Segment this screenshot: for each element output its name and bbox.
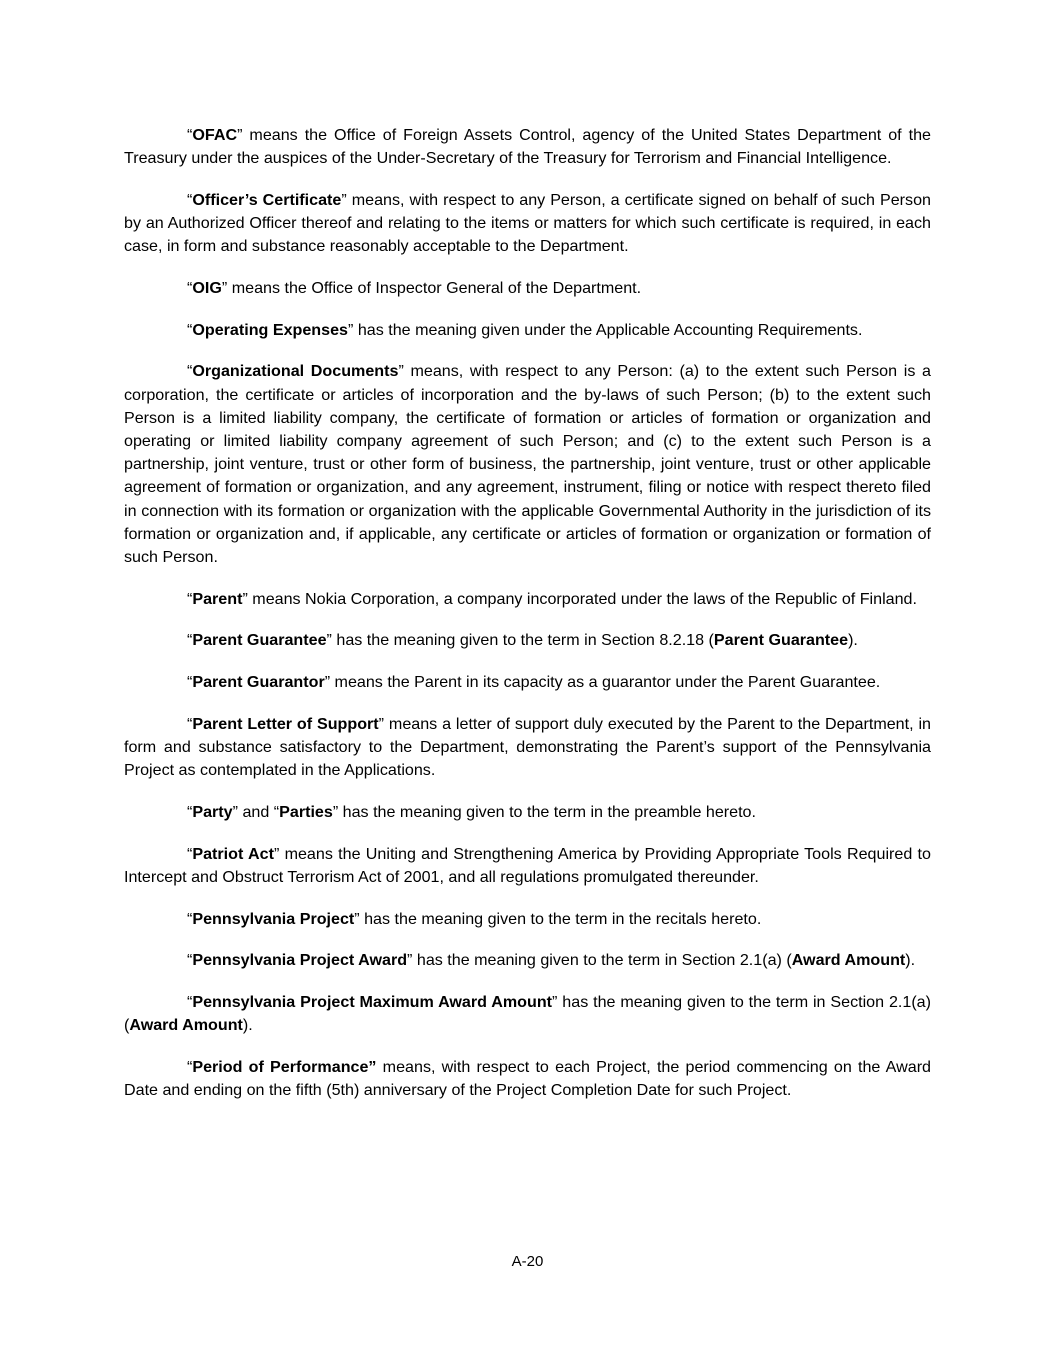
definition-text: ). bbox=[242, 1016, 253, 1035]
definition-text: ” and “ bbox=[232, 802, 280, 821]
definition-text: ” means the Uniting and Strengthening America by Providing Appropriate Tools Required to Intercept and Obstruct Terrorism Act of 2001, and all regulations promulgated thereunder. bbox=[124, 844, 931, 886]
definition-paragraph bbox=[124, 908, 931, 931]
definition-paragraph bbox=[124, 189, 931, 259]
defined-term: OFAC bbox=[192, 126, 238, 144]
definition-text: ). bbox=[848, 631, 858, 650]
defined-term: Award Amount bbox=[129, 1016, 243, 1035]
definition-text: ” has the meaning given to the term in the recitals hereto. bbox=[354, 909, 762, 928]
definition-paragraph bbox=[124, 277, 931, 300]
definition-text: ). bbox=[905, 951, 916, 970]
defined-term: Operating Expenses bbox=[192, 320, 348, 339]
definition-paragraph bbox=[124, 671, 931, 694]
definition-text: ” means the Parent in its capacity as a guarantor under the Parent Guarantee. bbox=[324, 673, 881, 692]
definition-text: ” means Nokia Corporation, a company incorporated under the laws of the Republic of Finland. bbox=[242, 589, 917, 608]
definition-text: means, with respect to each Project, the period commencing on the Award Date and ending on the fifth (5th) anniversary of the Project Completion Date for such Project. bbox=[124, 1057, 932, 1100]
defined-term: Parent bbox=[192, 589, 243, 608]
definition-text: “ bbox=[187, 320, 193, 339]
page-number: A-20 bbox=[511, 1253, 544, 1270]
defined-term: Pennsylvania Project Maximum Award Amount bbox=[192, 992, 553, 1011]
definition-text: “ bbox=[187, 1057, 193, 1076]
definition-text: ” means the Office of Inspector General of the Department. bbox=[221, 279, 642, 298]
definition-text: ” means the Office of Foreign Assets Control, agency of the United States Department of the Treasury under the auspices of the Under-Secretary of the Treasury for Terrorism and Financial Intelligence. bbox=[124, 126, 931, 168]
defined-term: Parent Guarantor bbox=[192, 673, 325, 692]
defined-term: Party bbox=[192, 802, 233, 821]
defined-term: OIG bbox=[192, 279, 222, 298]
definition-text: “ bbox=[187, 362, 193, 381]
definition-text: “ bbox=[187, 992, 193, 1011]
defined-term: Patriot Act bbox=[192, 844, 274, 863]
definition-text: ” has the meaning given to the term in Section 2.1(a) ( bbox=[124, 992, 931, 1035]
defined-term: Parent Letter of Support bbox=[192, 714, 379, 733]
defined-term: Pennsylvania Project bbox=[192, 909, 355, 928]
definition-paragraph bbox=[124, 949, 931, 972]
definition-text: ” means, with respect to any Person: (a) to the extent such Person is a corporation, the certificate or articles of incorporation and the by-laws of such Person; (b) to the extent such Person is a limited liability company, the certificate of formation or articles of formation or organization and operating or limited liability company agreement of such Person; and (c) to the extent such Person is a partnership, joint venture, trust or other form of business, the partnership, joint venture, trust or other applicable agreement of formation or organization, and any agreement, instrument, filing or notice with respect thereto filed in connection with its formation or organization with the applicable Governmental Authority in the jurisdiction of its formation or organization and, if applicable, any certificate or articles of formation or organization or formation of such Person. bbox=[124, 362, 931, 567]
definition-paragraph bbox=[124, 629, 931, 652]
defined-term: Parties bbox=[279, 802, 333, 821]
definition-paragraph bbox=[124, 843, 931, 889]
definition-text: “ bbox=[187, 190, 193, 209]
definition-text: ” means a letter of support duly executed by the Parent to the Department, in form and substance satisfactory to the Department, demonstrating the Parent’s support of the Pennsylvania Project as contemplated in the Applications. bbox=[124, 714, 931, 780]
definition-text: “ bbox=[187, 802, 193, 821]
definition-paragraph bbox=[124, 588, 931, 611]
definition-paragraph bbox=[124, 713, 931, 783]
definition-text: “ bbox=[187, 714, 193, 733]
definition-text: ” has the meaning given under the Applicable Accounting Requirements. bbox=[348, 320, 863, 339]
definitions-list bbox=[124, 124, 931, 1102]
defined-term: Period of Performance” bbox=[192, 1057, 377, 1076]
definition-text: “ bbox=[187, 673, 193, 692]
defined-term: Parent Guarantee bbox=[192, 631, 327, 650]
definition-text: “ bbox=[187, 909, 193, 928]
definition-text: ” has the meaning given to the term in Section 8.2.18 ( bbox=[326, 631, 714, 650]
definition-text: “ bbox=[187, 279, 193, 298]
definition-text: ” has the meaning given to the term in the preamble hereto. bbox=[332, 802, 756, 821]
definition-paragraph bbox=[124, 1056, 931, 1102]
definition-paragraph bbox=[124, 124, 931, 170]
definition-paragraph bbox=[124, 991, 931, 1037]
definition-text: “ bbox=[187, 844, 193, 863]
definition-text: “ bbox=[187, 951, 193, 970]
defined-term: Parent Guarantee bbox=[713, 631, 849, 650]
definition-text: ” means, with respect to any Person, a certificate signed on behalf of such Person by an Authorized Officer thereof and relating to the items or matters for which such certificate is required, in each case, in form and substance reasonably acceptable to the Department. bbox=[124, 190, 931, 256]
definition-text: “ bbox=[187, 631, 193, 650]
document-page bbox=[124, 124, 931, 1121]
definition-text: ” has the meaning given to the term in Section 2.1(a) ( bbox=[407, 951, 792, 970]
definition-text: “ bbox=[187, 589, 193, 608]
defined-term: Pennsylvania Project Award bbox=[192, 951, 408, 970]
defined-term: Organizational Documents bbox=[192, 362, 399, 381]
defined-term: Officer’s Certificate bbox=[192, 190, 342, 209]
definition-paragraph bbox=[124, 801, 931, 824]
definition-paragraph bbox=[124, 319, 931, 342]
defined-term: Award Amount bbox=[791, 951, 906, 970]
definition-paragraph bbox=[124, 360, 931, 569]
definition-text: “ bbox=[187, 126, 193, 144]
